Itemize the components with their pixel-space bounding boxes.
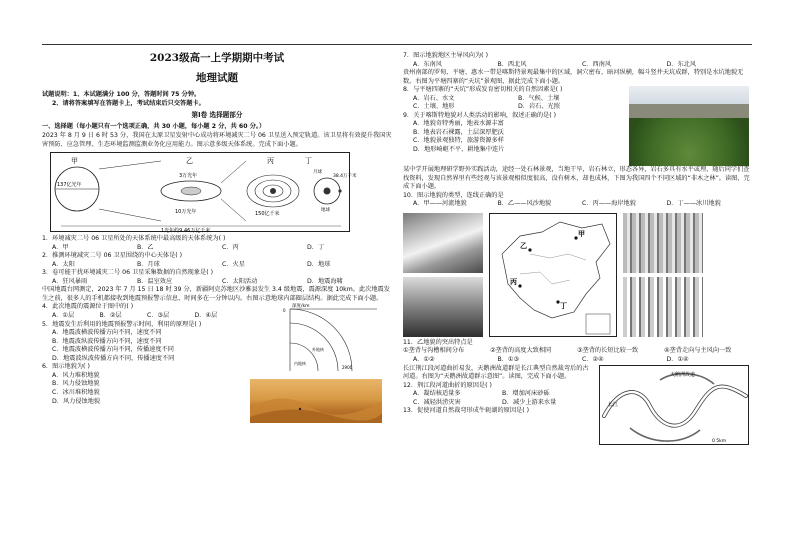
question-12-options [403, 390, 591, 407]
option: C．③层 [147, 312, 170, 320]
karst-questions [403, 86, 623, 166]
question-4-options [42, 312, 242, 321]
question-11-options [403, 356, 751, 365]
option: D．地球 [307, 260, 331, 268]
option: D．风力侵蚀地貌 [52, 397, 101, 405]
china-map [489, 213, 617, 337]
diagram-distance-5: 38.4万千米 [333, 174, 357, 180]
exam-subtitle: 地理试题 [196, 71, 238, 84]
earth-depth-0: 0 [283, 308, 286, 314]
question-7: 7．图示地貌地区主导风向为( ) [403, 52, 488, 59]
option: B．地震波纵波传播方向不同，速度不同 [52, 337, 162, 345]
question-1: 1．环境减灾二号 06 卫星所处的天体系统中最高级的天体系统为( ) [42, 235, 226, 243]
diagram-label-jia: 甲 [71, 157, 78, 166]
diagram-caption: 1光年约9.46万亿千米 [161, 228, 211, 235]
river-oxbow-map [599, 365, 749, 445]
question-5-options [42, 329, 242, 363]
exam-note-2: 2、请将答案填写在答题卡上，考试结束后只交答题卡。 [52, 99, 205, 107]
question-12: 12．荆江段河道曲折的原因是( ) [403, 381, 492, 389]
option: C．西南风 [582, 60, 612, 68]
option: C．土壤、地形 [413, 103, 455, 111]
option: B．①③ [497, 356, 520, 364]
river-questions [403, 365, 591, 445]
intro-3: 贵州南部的罗甸、平塘、惠水一带是喀斯特景观最集中的区域，洞穴密布，暗河纵横，幅斗竖井天坑成群，特别是水坑地貌无数。右图为平塘四寨的“天坑”景观图，据此完成下面小题。 [403, 69, 744, 85]
part-1-heading: 第Ⅰ卷 选择题部分 [191, 111, 243, 120]
question-1-options [42, 244, 392, 253]
intro-4: 某中学开展地理研学野外实践活动，途经一处石林景观，当地干旱，岩石林立，形态各异，岩石多具有水平或理，随后同学们查找资料，发现自然界里有些经观与该景观相似度很高，没有树木，却也成林，下图为我国四个不同区域的“非木之林”。读图，完成下面小题。 [403, 166, 750, 191]
option: B．温室效应 [137, 277, 173, 285]
option: C．地貌景观独特，旅游资源多样 [413, 137, 504, 145]
earth-interior-and-desert [242, 303, 392, 423]
question-2-options [42, 261, 392, 270]
diagram-label-ding: 丁 [305, 157, 312, 166]
statement: ①垄背与沟槽相间分布 [403, 347, 465, 355]
intro-2: 中国地震台网测定，2023 年 7 月 15 日 18 时 39 分，新疆阿克苏地区沙雅县发生 3.4 级地震，震源深度 10km。此次地震发生之前，很多人的手机都接收到地震预报警示信息，时间多在一分钟以内。右图示意地球内部圈层结构。据此完成下面小题。 [42, 286, 390, 302]
option: C．火星 [222, 260, 245, 268]
dune-shapes [250, 379, 382, 423]
option: A．东南风 [413, 60, 442, 68]
right-column [403, 52, 751, 552]
option: A．①层 [52, 312, 75, 320]
option: C．丙——海岸地貌 [582, 200, 636, 208]
question-11: 11．乙地貌的突出特点是 [403, 338, 473, 346]
question-8: 8．与平塘四寨的“天坑”形成发育密切相关的自然因素是( ) [403, 86, 563, 94]
option: C．冰川堆积地貌 [52, 388, 100, 396]
option: A．风力堆积地貌 [52, 371, 100, 379]
question-9-options [403, 120, 623, 154]
map-label-jia: 甲 [578, 229, 585, 238]
map-label-ding: 丁 [560, 301, 567, 310]
option: D．地震波纵波传播方向不同，传播速度不同 [52, 354, 175, 362]
karst-photo-wrap [623, 86, 751, 166]
option: A．甲——河流地貌 [413, 200, 467, 208]
intro-5: 长江荆江段河道曲折易发，天鹅洲故道群是长江典型自然裁弯后的古河道。右图为“天鹅洲故道群示意图”。读图，完成下面小题。 [403, 364, 589, 381]
river-label-yangtze: 长江 [608, 401, 619, 408]
earth-axis-depth: 深度/km [292, 304, 310, 310]
option: D．岩石、光照 [518, 103, 560, 111]
earth-outer-core: 外地核 [312, 347, 324, 353]
statement: ②垄背的高度大致相同 [490, 347, 552, 355]
question-11-statements [403, 347, 751, 356]
option: B．气候、土壤 [518, 94, 560, 102]
option: A．太阳 [52, 260, 75, 268]
earthquake-questions [42, 303, 242, 423]
question-10: 10．图示地貌的类型，连线正确的是 [403, 191, 504, 199]
question-9: 9．关于喀斯特地貌对人类活动的影响，叙述正确的是( ) [403, 111, 557, 119]
option: B．月球 [137, 260, 160, 268]
question-4: 4．此次地震的震源位于图中的( ) [42, 303, 134, 311]
desert-dune-photo [250, 379, 382, 423]
option: D．地震海啸 [307, 277, 343, 285]
exam-title: 2023级高一上学期期中考试 [149, 52, 285, 64]
question-8-options [403, 95, 623, 112]
option: A．狂风暴雨 [52, 277, 88, 285]
diagram-distance-1: 137亿光年 [57, 182, 82, 189]
question-6-options [42, 372, 242, 406]
cliff-band [629, 104, 749, 118]
diagram-distance-4: 150亿千米 [255, 211, 280, 218]
option: A．凝结核适量多 [413, 390, 461, 398]
option: B．②层 [99, 312, 122, 320]
option: A．①② [413, 356, 435, 364]
diagram-label-moon: 月球 [313, 170, 322, 176]
statement: ③垄背的长短比较一致 [577, 347, 639, 355]
landform-photo-yi [623, 213, 703, 273]
river-scale: 0 5km [712, 438, 727, 444]
option: C．减轻洪涝灾害 [413, 398, 461, 406]
question-7-options [403, 61, 751, 70]
option: D．地形崎岖不平，耕地集中连片 [413, 146, 505, 154]
option: B．乙 [137, 243, 154, 251]
option: C．丙 [222, 243, 239, 251]
option: C．②④ [582, 356, 604, 364]
question-3: 3．卷可能干扰环境减灾二号 06 卫星采集数据的自然现象是( ) [42, 269, 214, 277]
option: B．乙——风沙地貌 [497, 200, 552, 208]
earth-inner-core: 内地核 [294, 361, 306, 367]
china-map-svg [490, 214, 618, 338]
option: D．东北风 [666, 60, 697, 68]
option: D．减少上游来水量 [502, 398, 557, 406]
question-5: 5．地震发生后利用的地震预报警示时间，利用的原理是( ) [42, 320, 202, 328]
landform-photo-ding [623, 277, 703, 337]
earth-interior-diagram [282, 303, 382, 373]
option: D．丁 [307, 243, 325, 251]
option: D．①④ [666, 356, 689, 364]
diagram-label-earth: 地球 [321, 208, 330, 214]
diagram-label-yi: 乙 [186, 157, 193, 166]
intro-1: 2023 年 8 月 9 日 6 时 53 分，我国在太原卫星发射中心成功将环境减灾二号 06 卫星送入预定轨道。该卫星将有效提升我国灾害预防、应急管理、生态环境监测监测业务化应用能力。图示意多级天体系统。完成下面小题。 [42, 132, 392, 148]
celestial-diagram-svg [51, 153, 357, 235]
diagram-distance-2: 3万光年 [179, 173, 198, 180]
option: A．甲 [52, 243, 69, 251]
option: A．地震波横波传播方向不同，速度不同 [52, 329, 162, 337]
left-column [42, 52, 392, 552]
option: B．地表岩石裸露，土层深厚肥沃 [413, 128, 504, 136]
statement: ④垄背走向与主风向一致 [664, 347, 732, 355]
option: C．太阳活动 [222, 277, 258, 285]
river-map-svg [600, 366, 750, 446]
river-block [403, 365, 751, 445]
question-10-options [403, 200, 751, 209]
question-6: 6．图示地貌为( ) [42, 363, 90, 371]
section-1-heading: 一、选择题（每小题只有一个选项正确，共 30 小题，每小题 2 分，共 60 分。） [42, 123, 266, 131]
landform-photo-jia [403, 213, 483, 273]
river-label-oxbow: 天鹅洲故道 [670, 371, 696, 378]
question-2: 2．推测环境减灾二号 06 卫星围绕的中心天体是( ) [42, 252, 183, 260]
map-label-bing: 丙 [510, 277, 517, 286]
landform-photo-bing [403, 277, 483, 337]
option: B．西北风 [497, 60, 527, 68]
map-label-yi: 乙 [520, 241, 527, 250]
karst-block [403, 86, 751, 166]
option: A．地貌奇特秀丽，地表水源丰富 [413, 120, 504, 128]
celestial-system-diagram [50, 152, 357, 235]
option: D．④层 [194, 312, 218, 320]
option: C．地震波横波传播方向不同，传播速度不同 [52, 346, 174, 354]
question-13: 13．促使河道自然裁弯形成牛轭湖的原因是( ) [403, 407, 530, 415]
landform-figure [403, 211, 751, 339]
earth-depth-2900: 2900 [342, 365, 353, 371]
earthquake-block [42, 303, 392, 423]
header-rule [42, 44, 752, 45]
tiankeng-photo [629, 86, 749, 166]
option: A．岩石、水文 [413, 94, 455, 102]
diagram-distance-3: 10万光年 [175, 209, 197, 216]
diagram-label-bing: 丙 [267, 157, 274, 166]
option: B．风力侵蚀地貌 [52, 380, 100, 388]
option: D．丁——冰川地貌 [666, 200, 721, 208]
option: B．增加河床砂砾 [502, 390, 550, 398]
exam-note-1: 试题说明：1、本试题满分 100 分，答题时间 75 分钟。 [42, 91, 201, 99]
